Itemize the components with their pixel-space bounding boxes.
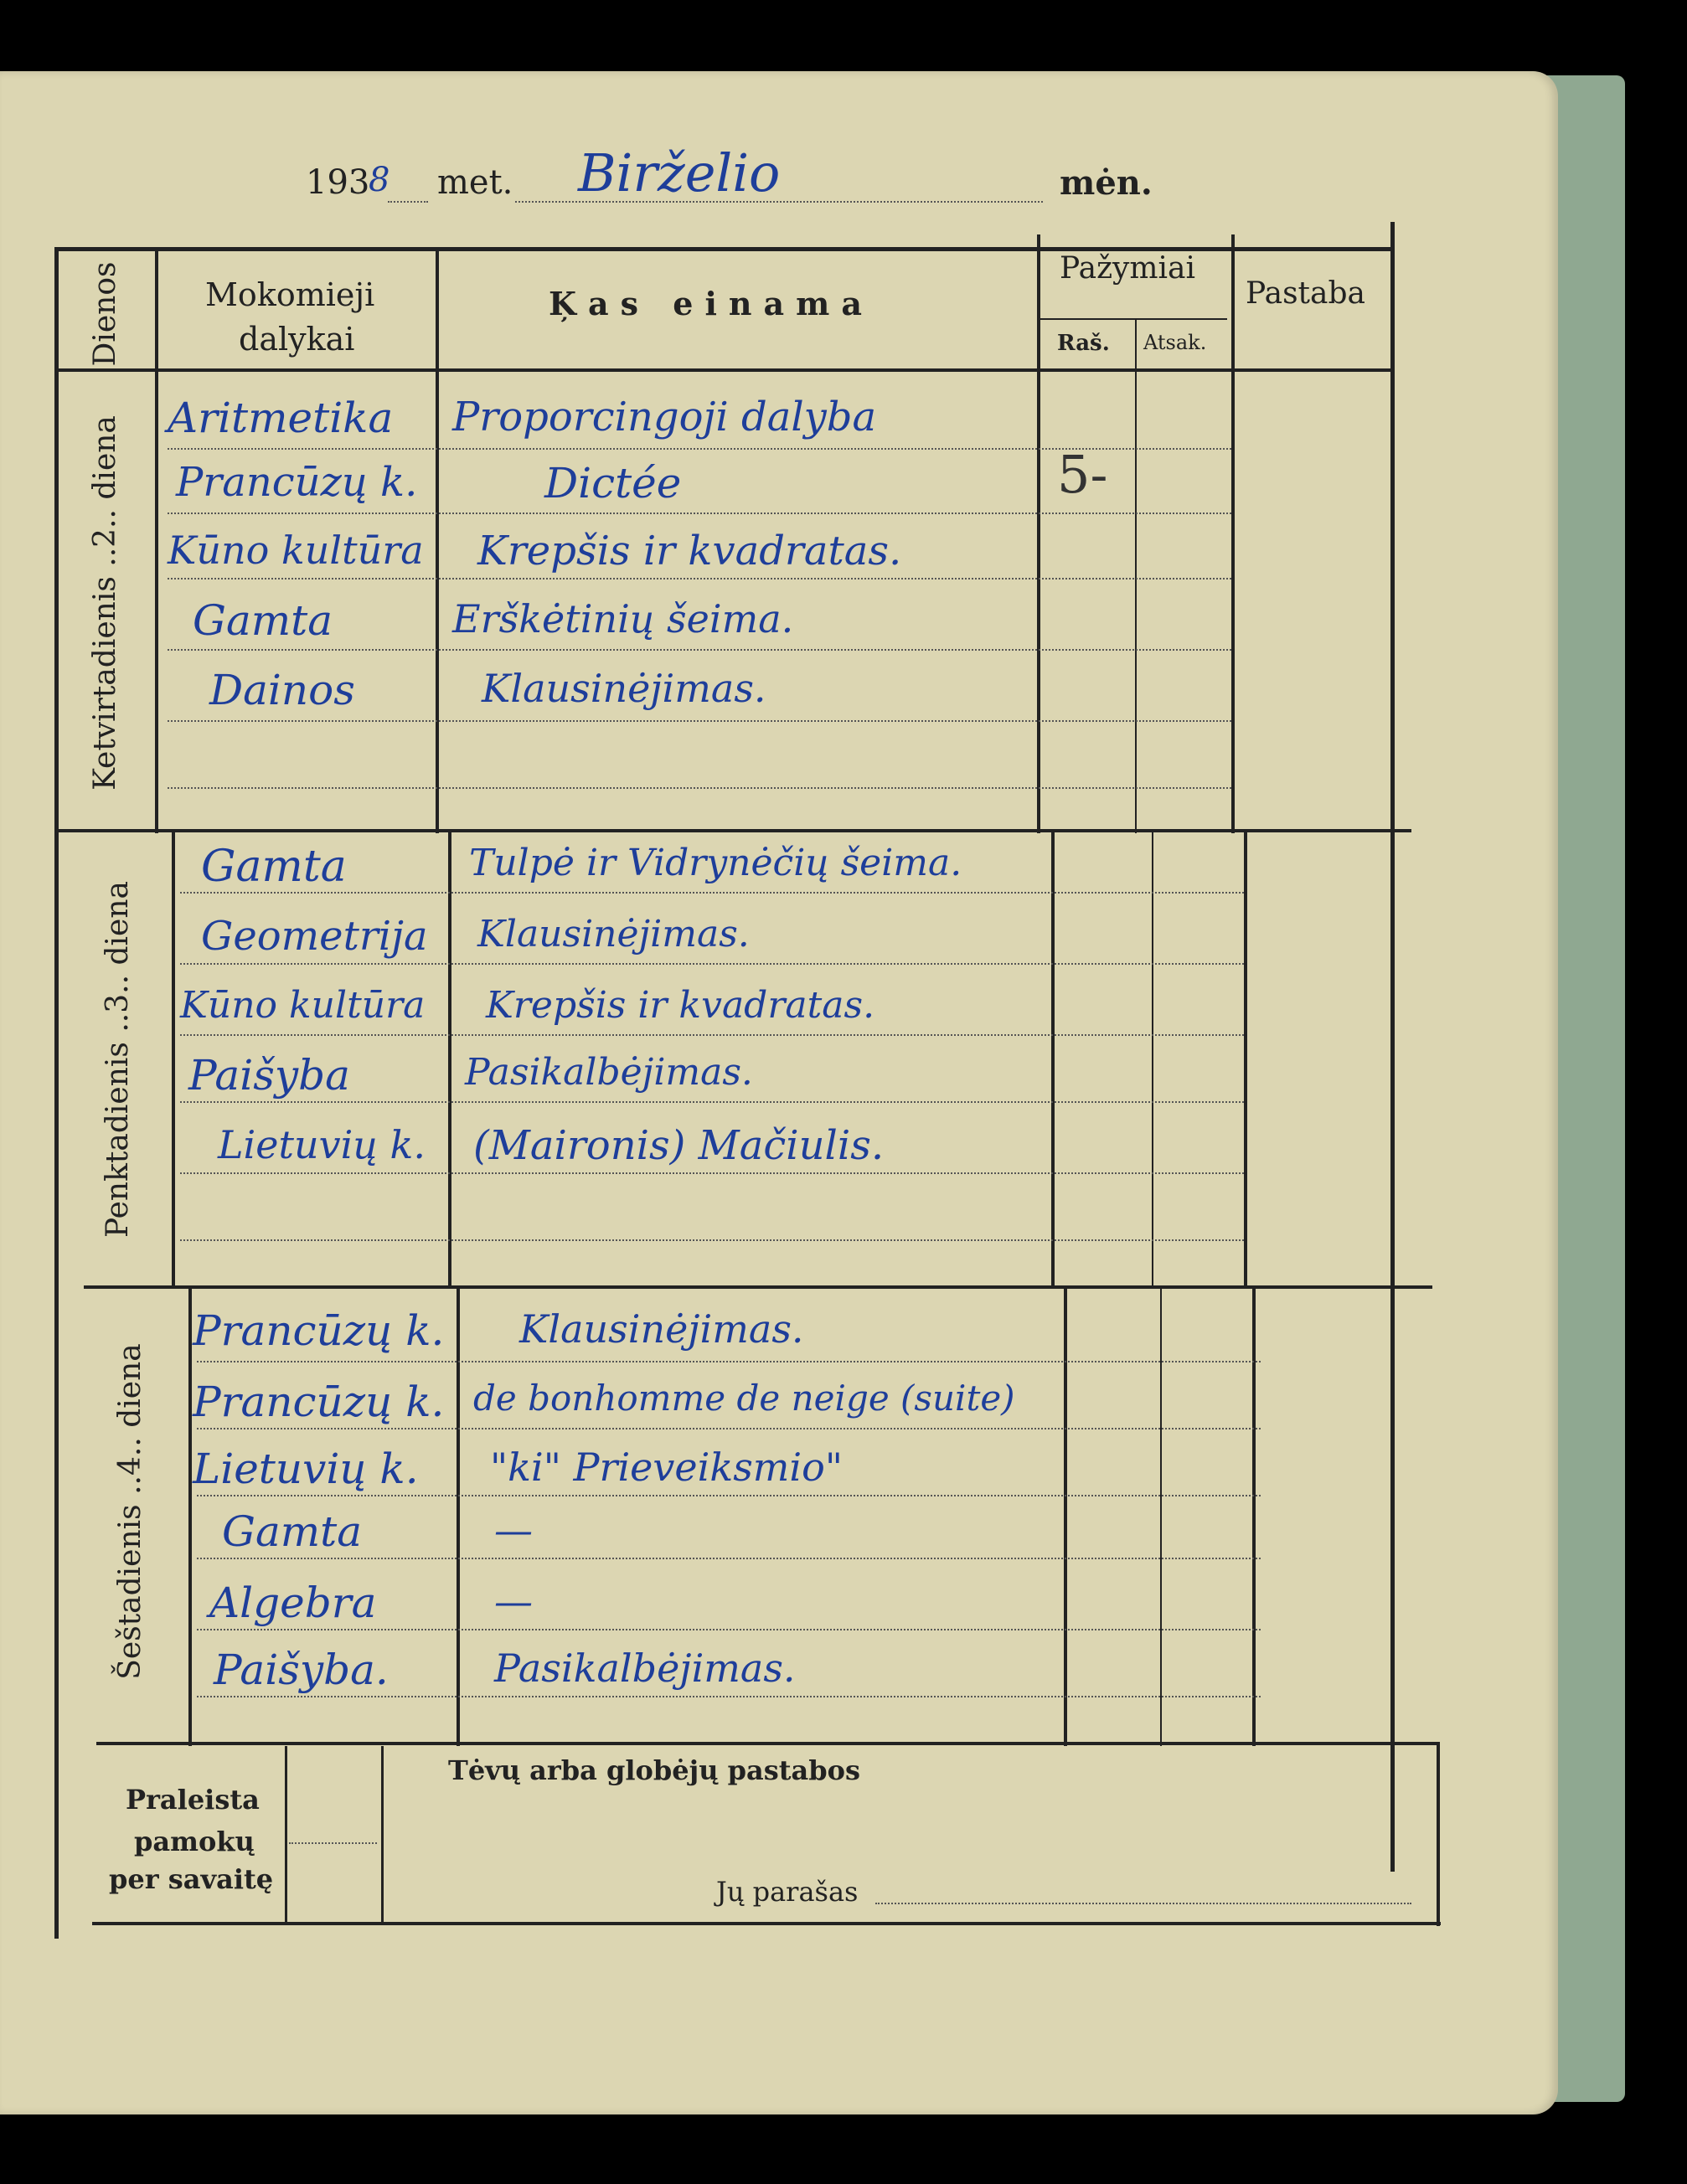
year-prefix: 193 [306, 163, 370, 202]
year-suffix: 8 [369, 161, 390, 199]
met-label: met. [437, 163, 513, 202]
subject: Gamta [193, 596, 333, 645]
header-subjects-2: dalykai [239, 321, 355, 358]
topic: Krepšis ir kvadratas. [486, 984, 875, 1027]
subject: Prancūzų k. [176, 459, 418, 506]
subject: Paišyba [188, 1051, 350, 1100]
header-note: Pastaba [1246, 276, 1365, 311]
men-label: mėn. [1060, 163, 1153, 203]
topic: Proporcingoji dalyba [452, 394, 877, 440]
topic: Tulpė ir Vidrynėčių šeima. [469, 842, 962, 884]
topic: Pasikalbėjimas. [465, 1051, 753, 1094]
day-label-thursday: Ketvirtadienis ..2.. diena [88, 415, 122, 791]
missed-label-1: Praleista [126, 1784, 260, 1816]
topic: de bonhomme de neige (suite) [473, 1378, 1015, 1419]
topic: "ki" Prieveiksmio" [490, 1445, 843, 1490]
subject: Gamta [222, 1507, 363, 1556]
missed-label-3: per savaitę [109, 1863, 274, 1895]
subject: Gamta [201, 842, 347, 892]
topic: Klausinėjimas. [477, 913, 750, 956]
subject: Lietuvių k. [218, 1122, 426, 1167]
subject: Kūno kultūra [180, 984, 426, 1027]
topic: Klausinėjimas. [519, 1306, 804, 1352]
topic: Krepšis ir kvadratas. [477, 528, 902, 574]
day-label-friday: Penktadienis ..3.. diena [101, 881, 135, 1238]
subject: Algebra [209, 1579, 377, 1627]
header-subjects-1: Mokomieji [205, 276, 375, 313]
subject: Prancūzų k. [193, 1306, 445, 1355]
missed-label-2: pamokų [134, 1826, 255, 1857]
parents-notes-label: Tėvų arba globėjų pastabos [448, 1754, 860, 1786]
subject: Paišyba. [214, 1646, 389, 1694]
topic: Erškėtinių šeima. [452, 596, 794, 641]
subject: Aritmetika [168, 394, 394, 442]
topic: Klausinėjimas. [482, 666, 766, 711]
subject: Dainos [209, 666, 355, 714]
header-topic: Ķas einama [549, 285, 874, 322]
topic: — [494, 1579, 533, 1624]
grade-written: 5- [1057, 444, 1108, 505]
month-value: Birželio [578, 142, 781, 203]
subject: Prancūzų k. [193, 1378, 445, 1426]
topic: Pasikalbėjimas. [494, 1646, 796, 1691]
signature-label: Jų parašas [716, 1876, 859, 1908]
subject: Lietuvių k. [193, 1445, 419, 1493]
topic: Dictée [544, 459, 682, 507]
subject: Geometrija [201, 913, 428, 960]
header-grades: Pažymiai [1060, 251, 1195, 286]
topic: — [494, 1507, 533, 1553]
header-days: Dienos [88, 261, 122, 367]
subject: Kūno kultūra [168, 528, 424, 573]
header-oral: Atsak. [1143, 331, 1207, 354]
header-written: Raš. [1057, 331, 1110, 356]
topic: (Maironis) Mačiulis. [473, 1122, 885, 1169]
day-label-saturday: Šeštadienis ..4.. diena [113, 1343, 147, 1680]
